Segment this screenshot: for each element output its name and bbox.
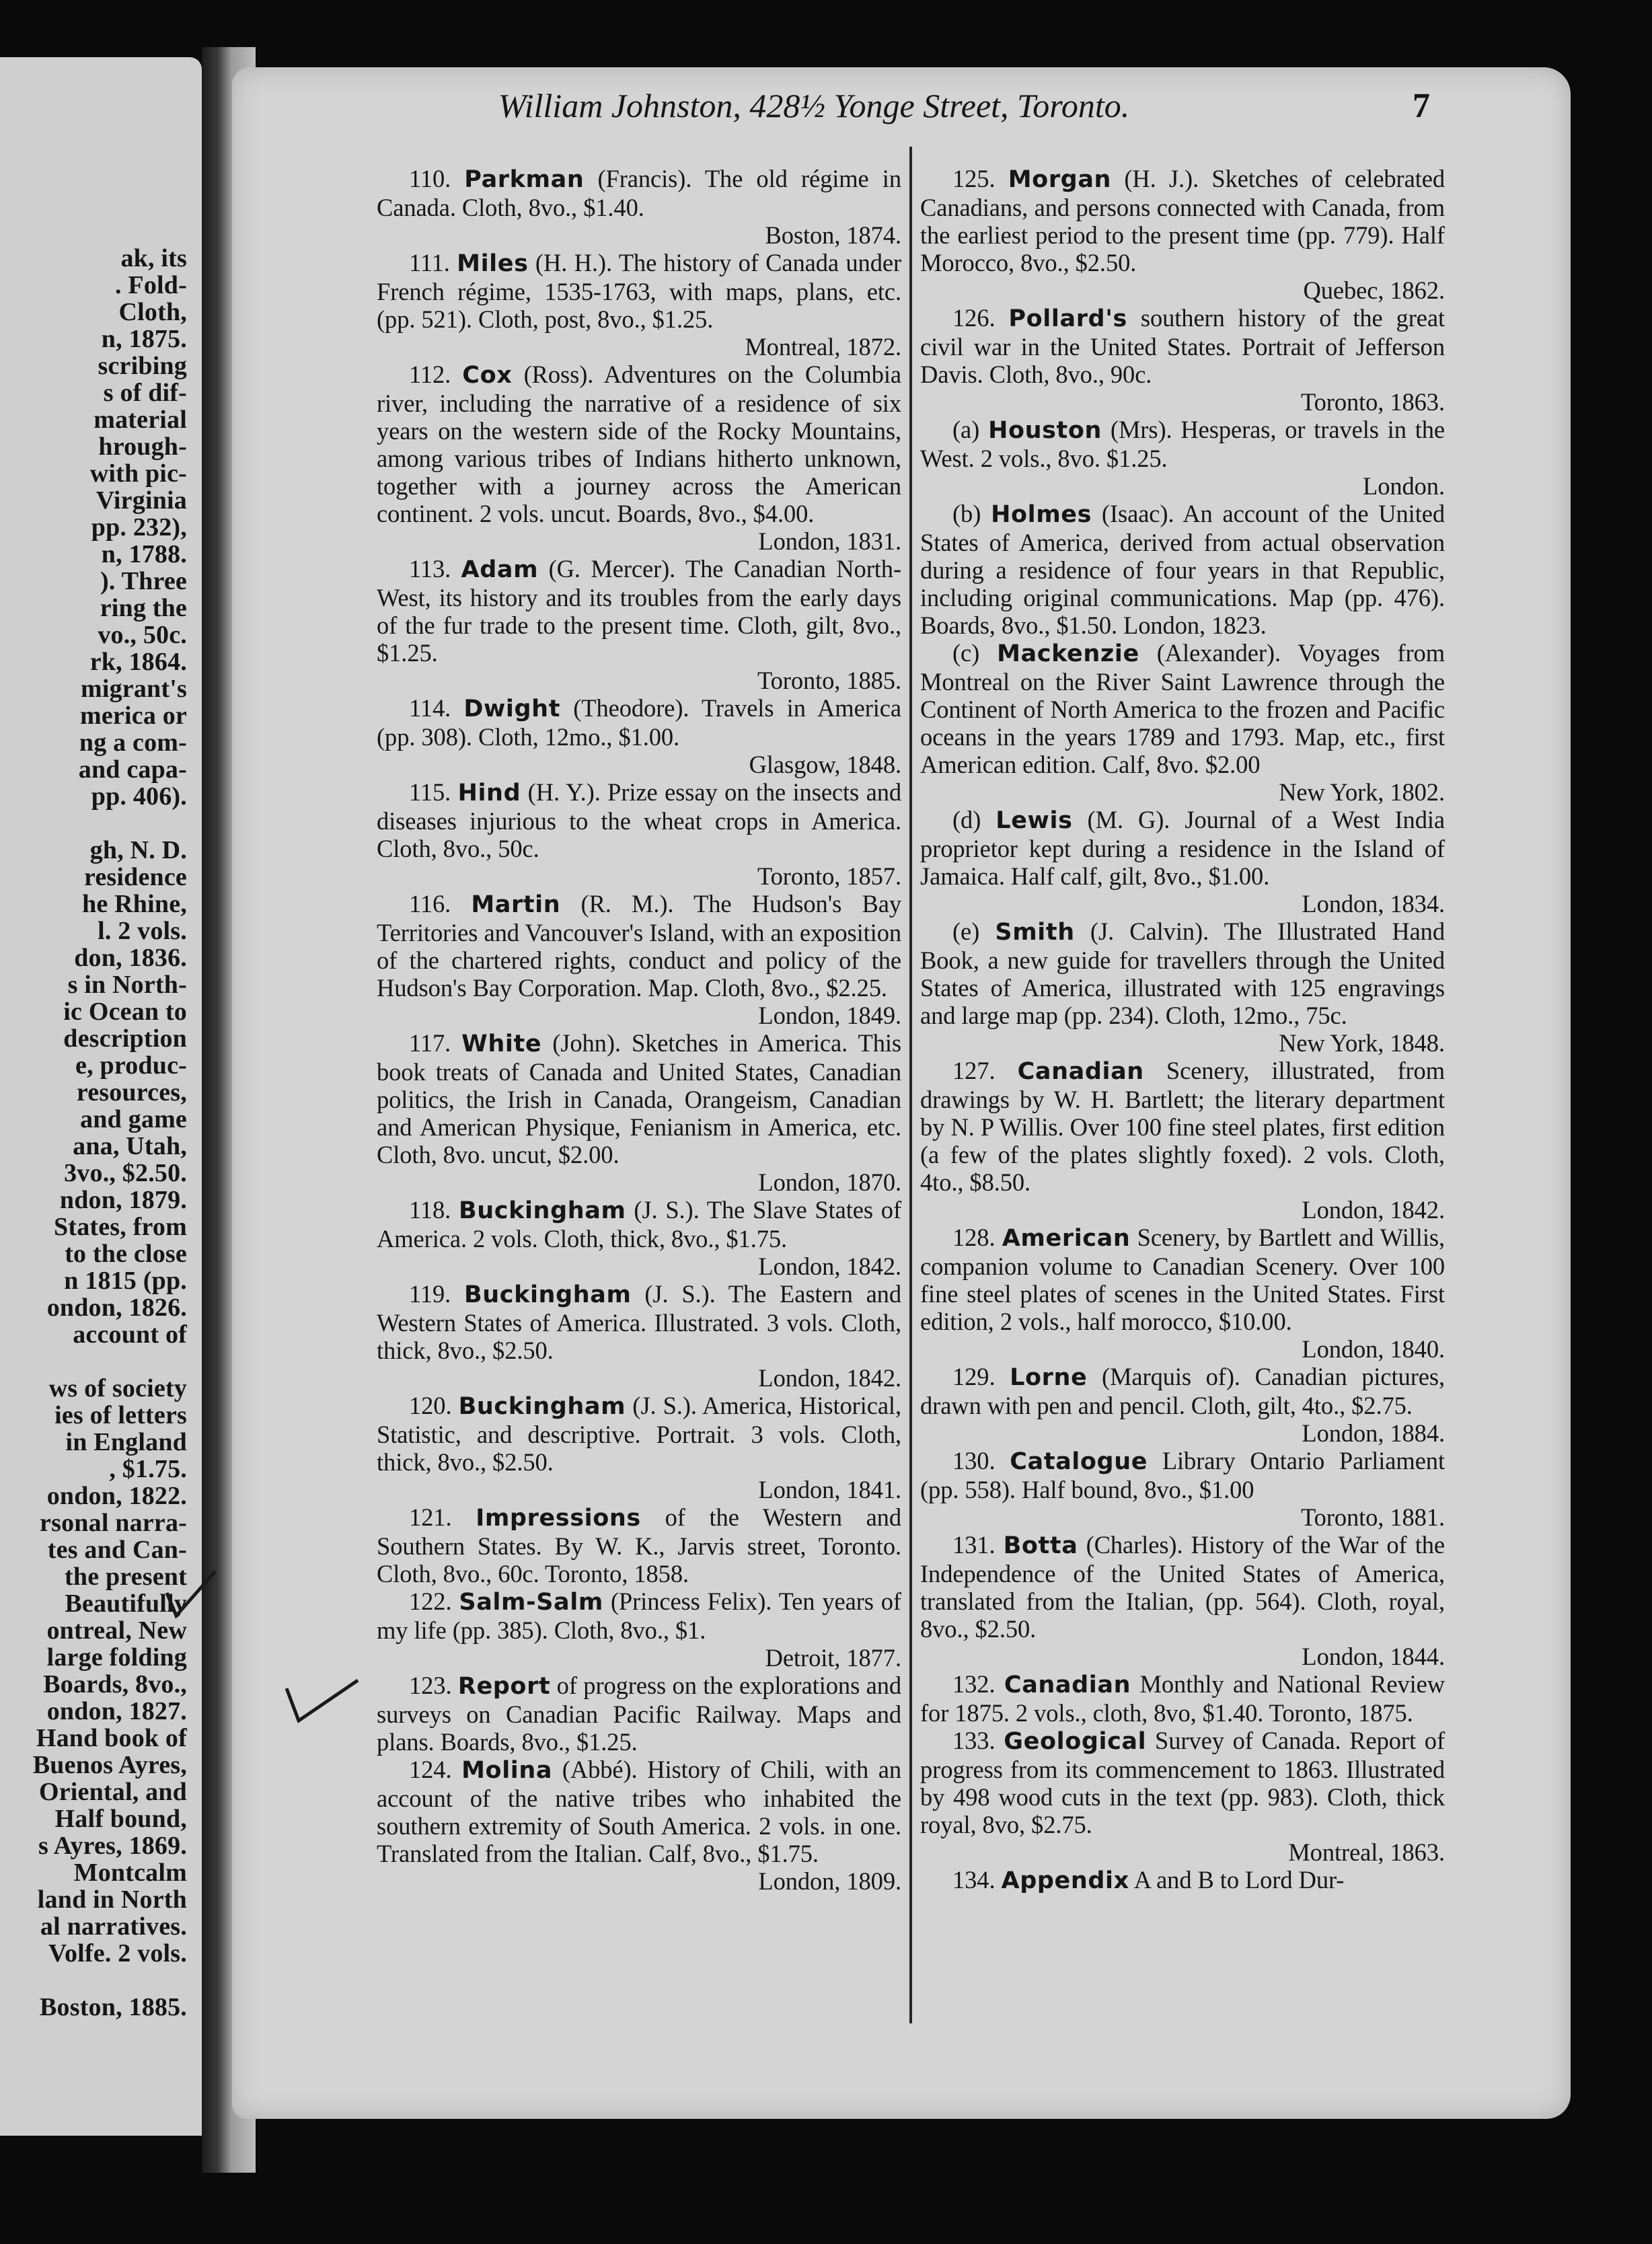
entry-number: (c) [952,639,980,667]
catalogue-entry [920,639,1445,806]
right-column [920,165,1445,1895]
entry-imprint: London, 1831. [758,527,901,555]
entry-author: Adam [461,556,539,583]
facing-page-text-line: Boston, 1885. [39,1993,187,2021]
running-head: William Johnston, 428½ Yonge Street, Toronto. [498,87,1130,124]
entry-number: 113. [409,555,451,583]
entry-imprint: Montreal, 1872. [745,333,901,361]
catalogue-entry [920,918,1445,1057]
facing-page-text-line: States, from [54,1213,187,1241]
facing-page-text-line: Hand book of [36,1724,187,1752]
facing-page-text-line: and game [80,1105,187,1133]
catalogue-entry [377,165,901,249]
entry-description: (Alexander). Voyages from Montreal on the River Saint Lawrence through the Continent of North America to the frozen and Pacific oceans in the years 1789 and 1793. Map, etc., first American edition. Calf, 8vo. $2.00 [920,639,1445,778]
entry-description: (G. Mercer). The Canadian North-West, its history and its troubles from the early days of the fur trade to the present time. Cloth, gilt, 8vo., $1.25. [377,555,901,667]
entry-imprint: London, 1840. [1302,1335,1445,1363]
entry-author: Appendix [1001,1867,1129,1894]
entry-author: Smith [995,919,1075,946]
entry-author: Houston [988,417,1102,444]
entry-description: southern history of the great civil war in the United States. Portrait of Jefferson Davis. Cloth, 8vo., 90c. [920,304,1445,388]
entry-number: 119. [409,1280,451,1308]
facing-page-text-line: ies of letters [54,1401,187,1429]
facing-page-text-line: and capa- [78,755,187,784]
handwritten-check-mark [283,1668,363,1729]
catalogue-entry [377,890,901,1029]
entry-description: (Marquis of). Canadian pictures, drawn with pen and pencil. Cloth, gilt, 4to., $2.75. [920,1363,1446,1419]
facing-page-text-line: ring the [100,594,187,622]
entry-number: 114. [409,694,451,722]
catalogue-entry [920,1447,1445,1531]
facing-page-text-line: ). Three [100,567,187,595]
entry-author: Hind [457,780,521,807]
facing-page-fragment [0,57,202,2136]
entry-author: Catalogue [1010,1448,1148,1475]
entry-description: of progress on the explorations and surveys on Canadian Pacific Railway. Maps and plans. Boards, 8vo., $1.25. [377,1672,901,1756]
facing-page-text-line: ondon, 1827. [46,1697,187,1725]
entry-description: Monthly and National Review for 1875. 2 vols., cloth, 8vo, $1.40. Toronto, 1875. [920,1670,1445,1727]
entry-number: 134. [952,1866,996,1894]
entry-imprint: Toronto, 1885. [757,667,901,694]
entry-description: (John). Sketches in America. This book treats of Canada and United States, Canadian politics, the Irish in Canada, Orangeism, Canadian and American Physique, Fenianism in America, etc. Cloth, 8vo. uncut, $2.00. [377,1029,901,1168]
entry-number: 116. [409,890,451,918]
entry-number: 118. [409,1196,451,1224]
catalogue-entry [920,500,1445,639]
entry-imprint: London, 1842. [1302,1196,1445,1224]
facing-page-text-line: n 1815 (pp. [64,1267,187,1295]
catalogue-entry [377,694,901,778]
entry-number: 130. [952,1447,996,1474]
facing-page-text-line: n, 1788. [101,540,187,568]
facing-page-text-line: n, 1875. [101,325,187,353]
catalogue-entry [920,1866,1445,1895]
entry-number: 126. [952,304,996,332]
entry-imprint: Montreal, 1863. [1288,1838,1445,1866]
entry-author: Pollard's [1008,305,1127,332]
facing-page-text-line: ws of society [48,1374,187,1402]
entry-author: Buckingham [458,1197,626,1224]
entry-number: 129. [952,1363,996,1390]
entry-author: Canadian [1017,1058,1144,1085]
facing-page-text-line: merica or [80,702,187,730]
entry-description: (Princess Felix). Ten years of my life (pp. 385). Cloth, 8vo., $1. [377,1587,901,1644]
facing-page-text-line: ana, Utah, [73,1132,187,1160]
entry-description: (R. M.). The Hudson's Bay Territories and Vancouver's Island, with an exposition of the chartered rights, conduct and policy of the Hudson's Bay Corporation. Map. Cloth, 8vo., $2.25. [377,890,901,1002]
entry-author: Morgan [1008,166,1112,193]
entry-description: of the Western and Southern States. By W. K., Jarvis street, Toronto. Cloth, 8vo., 60c. Toronto, 1858. [377,1503,901,1587]
facing-page-text-line: Beautifully [65,1590,187,1618]
entry-description: (H. Y.). Prize essay on the insects and diseases injurious to the wheat crops in America. Cloth, 8vo., 50c. [377,778,901,862]
entry-description: (J. Calvin). The Illustrated Hand Book, a new guide for travellers through the United States of America, illustrated with 125 engravings and large map (pp. 234). Cloth, 12mo., 75c. [920,918,1445,1029]
entry-number: 124. [409,1756,452,1783]
catalogue-entry [377,555,901,694]
entry-number: 127. [952,1057,996,1084]
catalogue-entry [377,1587,901,1672]
facing-page-text-line: vo., 50c. [98,621,187,649]
entry-description: (H. H.). The history of Canada under French régime, 1535-1763, with maps, plans, etc. (pp. 521). Cloth, post, 8vo., $1.25. [377,249,901,333]
entry-description: (Francis). The old régime in Canada. Cloth, 8vo., $1.40. [377,165,901,221]
entry-number: 121. [409,1503,452,1531]
facing-page-text-line: ondon, 1826. [46,1294,187,1322]
facing-page-text-line: tes and Can- [47,1536,187,1564]
facing-page-text-line: gh, N. D. [89,836,187,864]
entry-number: 132. [952,1670,996,1698]
facing-page-text-line: large folding [46,1643,187,1672]
facing-page-text-line: scribing [98,352,187,380]
catalogue-entry [920,1727,1445,1866]
entry-number: (a) [952,416,980,443]
entry-description: (J. S.). America, Historical, Statistic, and descriptive. Portrait. 3 vols. Cloth, thick, 8vo., $2.50. [377,1392,901,1476]
catalogue-entry [920,165,1445,304]
entry-description: (Charles). History of the War of the Independence of the United States of America, translated from the Italian, (pp. 564). Cloth, royal, 8vo., $2.50. [920,1531,1445,1643]
entry-imprint: London, 1849. [758,1002,901,1029]
entry-number: 117. [409,1029,451,1057]
entry-imprint: New York, 1802. [1279,778,1445,806]
entry-imprint: London. [1363,472,1445,500]
facing-page-text-line: account of [73,1320,187,1349]
facing-page-text-line: with pic- [89,459,187,488]
catalogue-entry [920,1363,1445,1447]
entry-number: (d) [952,806,981,833]
entry-number: (b) [952,500,981,527]
facing-page-text-line: 3vo., $2.50. [64,1159,187,1187]
entry-imprint: London, 1841. [758,1476,901,1503]
facing-page-text-line: Boards, 8vo., [43,1670,187,1698]
catalogue-entry [377,1280,901,1392]
facing-page-text-line: to the close [65,1240,187,1268]
entry-author: Salm-Salm [459,1589,603,1616]
facing-page-text-line: Cloth, [118,298,187,326]
catalogue-entry [377,1196,901,1280]
facing-page-text-line: resources, [76,1078,187,1107]
facing-page-text-line: Volfe. 2 vols. [48,1939,187,1968]
facing-page-text-line: Half bound, [54,1805,187,1833]
entry-number: 110. [409,165,451,192]
catalogue-entry [920,1531,1445,1670]
column-divider [909,147,912,2023]
handwritten-check-mark [161,1567,222,1628]
facing-page-text-line: l. 2 vols. [98,917,187,945]
entry-author: American [1002,1225,1131,1252]
entry-description: (J. S.). The Slave States of America. 2 vols. Cloth, thick, 8vo., $1.75. [377,1196,901,1252]
entry-author: Cox [462,362,513,389]
facing-page-text-line: Oriental, and [38,1778,187,1806]
facing-page-text-line: e, produc- [75,1051,187,1080]
entry-description: (H. J.). Sketches of celebrated Canadians, and persons connected with Canada, from the earliest period to the present time (pp. 779). Half Morocco, 8vo., $2.50. [920,165,1445,276]
catalogue-entry [377,361,901,555]
catalogue-entry [920,416,1445,500]
catalogue-entry [377,249,901,361]
catalogue-entry [377,1672,901,1756]
entry-author: Canadian [1004,1672,1131,1698]
entry-imprint: London, 1884. [1302,1419,1445,1447]
entry-description: Library Ontario Parliament (pp. 558). Half bound, 8vo., $1.00 [920,1447,1445,1503]
entry-author: Molina [461,1757,553,1784]
facing-page-text-line: s of dif- [103,379,187,407]
entry-imprint: London, 1844. [1302,1643,1445,1670]
entry-number: 133. [952,1727,996,1754]
entry-author: Geological [1004,1728,1147,1755]
facing-page-text-line: pp. 406). [91,782,187,811]
entry-number: (e) [952,918,980,945]
entry-author: Dwight [463,696,561,722]
facing-page-text-line: . Fold- [115,271,187,299]
facing-page-text-line: Virginia [96,486,187,515]
facing-page-text-line: ak, its [120,244,187,272]
entry-description: (Ross). Adventures on the Columbia river, including the narrative of a residence of six years on the western side of the Rocky Mountains, among various tribes of Indians hitherto unknown, together with a journey across the American continent. 2 vols. uncut. Boards, 8vo., $4.00. [377,361,901,527]
facing-page-text-line: material [93,406,187,434]
facing-page-text-line: ic Ocean to [63,998,187,1026]
entry-description: (Mrs). Hesperas, or travels in the West. 2 vols., 8vo. $1.25. [920,416,1445,472]
entry-number: 111. [409,249,450,276]
entry-description: Survey of Canada. Report of progress from its commencement to 1863. Illustrated by 498 wood cuts in the text (pp. 983). Cloth, thick royal, 8vo, $2.75. [920,1727,1446,1838]
entry-imprint: New York, 1848. [1279,1029,1445,1057]
entry-author: Impressions [476,1505,641,1532]
facing-page-text-line: hrough- [98,433,187,461]
facing-page-text-line: al narratives. [40,1912,187,1941]
entry-author: Miles [457,250,529,277]
entry-imprint: Detroit, 1877. [765,1644,901,1672]
catalogue-entry [377,1756,901,1895]
entry-author: Report [457,1673,551,1700]
entry-imprint: London, 1834. [1302,890,1445,918]
catalogue-entry [377,778,901,890]
facing-page-text-line: the present [65,1563,187,1591]
entry-number: 122. [409,1587,452,1615]
entry-imprint: Boston, 1874. [765,221,901,249]
entry-imprint: Toronto, 1863. [1300,388,1445,416]
facing-page-text-line: ndon, 1879. [59,1186,187,1214]
catalogue-entry [377,1503,901,1587]
catalogue-entry [920,806,1445,918]
entry-author: White [461,1031,542,1057]
entry-author: Holmes [991,501,1092,528]
facing-page-text-line: description [63,1024,187,1053]
entry-number: 123. [409,1672,452,1699]
left-column [377,165,901,1895]
entry-number: 128. [952,1224,996,1251]
catalogue-entry [920,1670,1445,1727]
facing-page-text-line: ng a com- [79,728,187,757]
entry-description: A and B to Lord Dur- [1129,1866,1345,1894]
facing-page-text-line: s in North- [67,971,187,999]
facing-page-text-line: residence [83,863,187,891]
facing-page-text-line: Montcalm [73,1859,187,1887]
entry-description: Scenery, illustrated, from drawings by W. H. Bartlett; the literary department by N. P Willis. Over 100 fine steel plates, first edition (a few of the plates slightly foxed). 2 vols. Cloth, 4to., $8.50. [920,1057,1446,1196]
entry-number: 115. [409,778,451,806]
facing-page-text-line: rsonal narra- [40,1509,187,1537]
catalogue-entry [377,1029,901,1196]
facing-page-text-line: in England [65,1428,187,1456]
facing-page-text-line: ontreal, New [46,1616,187,1645]
entry-author: Parkman [464,166,585,193]
entry-description: (Isaac). An account of the United States of America, derived from actual observation during a residence of four years in that Republic, including original communications. Map (pp. 476). Boards, 8vo., $1.50. London, 1823. [920,500,1446,639]
entry-description: (M. G). Journal of a West India proprietor kept during a residence in the Island of Jamaica. Half calf, gilt, 8vo., $1.00. [920,806,1446,890]
facing-page-text-line: s Ayres, 1869. [38,1832,187,1860]
entry-imprint: Toronto, 1881. [1300,1503,1445,1531]
entry-imprint: London, 1842. [758,1252,901,1280]
catalogue-entry [920,1057,1445,1224]
entry-author: Botta [1003,1532,1078,1559]
catalogue-entry [920,1224,1445,1363]
entry-imprint: Glasgow, 1848. [749,751,901,778]
entry-description: (J. S.). The Eastern and Western States of America. Illustrated. 3 vols. Cloth, thick, 8vo., $2.50. [377,1280,901,1364]
entry-description: (Theodore). Travels in America (pp. 308). Cloth, 12mo., $1.00. [377,694,901,751]
catalogue-entry [377,1392,901,1503]
entry-author: Lewis [996,807,1073,834]
facing-page-text-line: pp. 232), [91,513,187,541]
entry-imprint: London, 1870. [758,1168,901,1196]
entry-imprint: London, 1809. [758,1867,901,1895]
entry-author: Martin [471,891,561,918]
facing-page-text-line: rk, 1864. [89,648,187,676]
page-number: 7 [1413,87,1430,125]
entry-author: Buckingham [458,1393,626,1420]
entry-description: Scenery, by Bartlett and Willis, companion volume to Canadian Scenery. Over 100 fine steel plates of scenes in the United States. First edition, 2 vols., half morocco, $10.00. [920,1224,1445,1335]
entry-number: 125. [952,165,996,192]
entry-author: Buckingham [463,1281,632,1308]
entry-number: 120. [409,1392,452,1419]
facing-page-text-line: Buenos Ayres, [32,1751,187,1779]
facing-page-text-line: ondon, 1822. [46,1482,187,1510]
entry-imprint: Quebec, 1862. [1303,276,1445,304]
entry-number: 112. [409,361,451,388]
facing-page-text-line: he Rhine, [82,890,187,918]
facing-page-text-line: migrant's [80,675,187,703]
entry-description: (Abbé). History of Chili, with an account of the native tribes who inhabited the southern extremity of South America. 2 vols. in one. Translated from the Italian. Calf, 8vo., $1.75. [377,1756,902,1867]
entry-number: 131. [952,1531,996,1559]
entry-author: Mackenzie [997,640,1139,667]
catalogue-entry [920,304,1445,416]
facing-page-text-line: don, 1836. [74,944,187,972]
facing-page-text-line: land in North [37,1885,187,1914]
entry-imprint: London, 1842. [758,1364,901,1392]
entry-author: Lorne [1010,1364,1088,1391]
facing-page-text-line: , $1.75. [109,1455,187,1483]
entry-imprint: Toronto, 1857. [757,862,901,890]
